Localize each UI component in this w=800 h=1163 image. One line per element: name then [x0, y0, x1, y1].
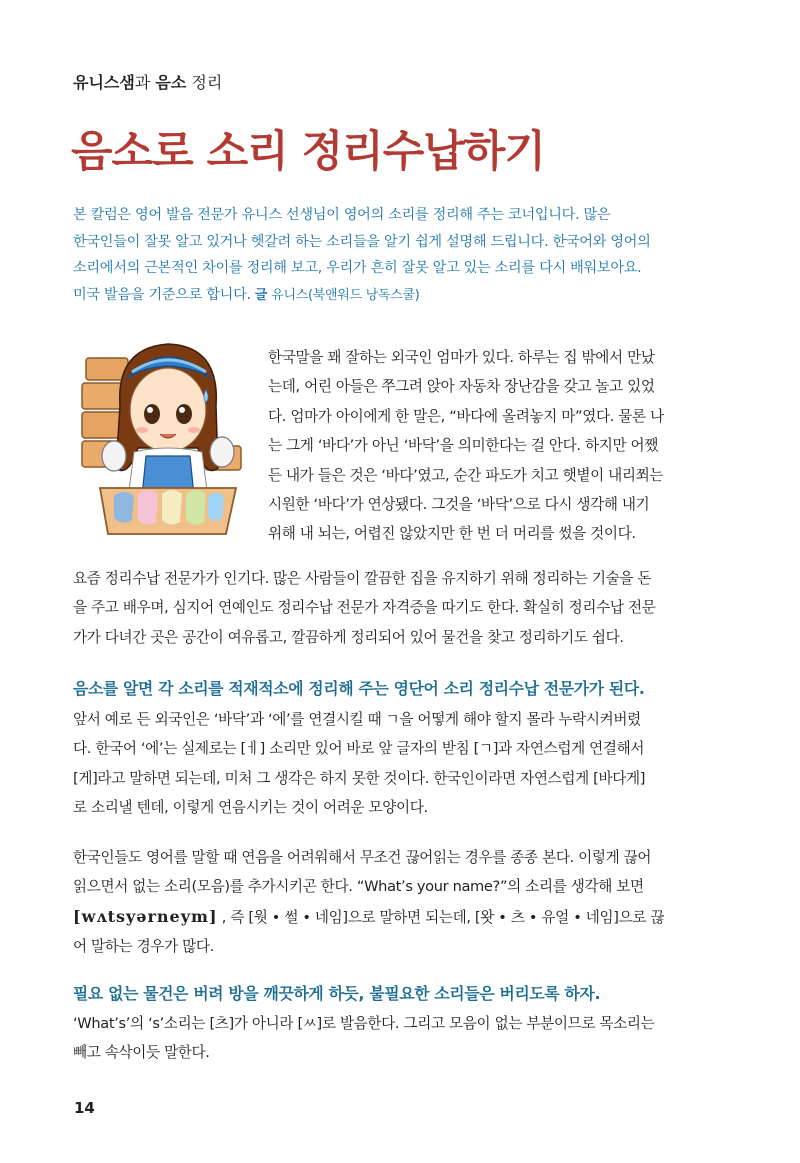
teacher-illustration	[80, 328, 250, 538]
series-name-a: 유니스샘	[73, 73, 135, 92]
body-line: 빼고 속삭이듯 말한다.	[73, 1044, 210, 1062]
story-line: 는데, 어린 아들은 쭈그려 앉아 자동차 장난감을 갖고 놀고 있었	[268, 378, 655, 396]
body-line: 가가 다녀간 곳은 공간이 여유롭고, 깔끔하게 정리되어 있어 물건을 찾고 정리하기도 쉽다.	[73, 628, 624, 646]
body-line: 요즘 정리수납 전문가가 인기다. 많은 사람들이 깔끔한 집을 유지하기 위해 정리하는 기술을 돈	[73, 570, 652, 587]
story-line: 는 그게 ‘바다’가 아닌 ‘바닥’을 의미한다는 걸 안다. 하지만 어쨌	[268, 437, 658, 455]
section-subhead-2: 필요 없는 물건은 버려 방을 깨끗하게 하듯, 불필요한 소리들은 버리도록 하자.	[73, 984, 601, 1003]
series-suffix: 정리	[186, 73, 223, 92]
body-line: 로 소리낼 텐데, 이렇게 연음시키는 것이 어려운 모양이다.	[73, 799, 428, 817]
series-join: 과	[134, 73, 156, 92]
ipa-transcription: [wʌtsyərneym]	[73, 906, 218, 926]
intro-block	[73, 202, 733, 309]
body-paragraph-1	[73, 564, 733, 652]
intro-line	[73, 282, 733, 310]
body-line: [게]라고 말하면 되는데, 미처 그 생각은 하지 못한 것이다. 한국인이라면 자연스럽게 [바다게]	[73, 769, 646, 787]
intro-line: 소리에서의 근본적인 차이를 정리해 보고, 우리가 흔히 잘못 알고 있는 소리를 다시 배워보아요.	[73, 260, 642, 276]
story-line: 시원한 ‘바다’가 연상됐다. 그것을 ‘바닥’으로 다시 생각해 내기	[268, 496, 650, 514]
section-subhead-1: 음소를 알면 각 소리를 적재적소에 정리해 주는 영단어 소리 정리수납 전문가가 된다.	[73, 679, 645, 698]
page-title: 음소로 소리 정리수납하기	[71, 127, 545, 177]
body-line: 을 주고 배우며, 심지어 연예인도 정리수납 전문가 자격증을 따기도 한다. 확실히 정리수납 전문	[73, 599, 656, 617]
intro-last-text: 미국 발음을 기준으로 합니다.	[73, 286, 251, 303]
intro-line: 본 칼럼은 영어 발음 전문가 유니스 선생님이 영어의 소리를 정리해 주는 코너입니다. 많은	[73, 207, 611, 223]
story-paragraph	[268, 343, 728, 549]
body-paragraph-4	[73, 1009, 733, 1068]
body-line: 읽으면서 없는 소리(모음)를 추가시키곤 한다. “What’s your name?”의 소리를 생각해 보면	[73, 878, 644, 896]
body-line: 앞서 예로 든 외국인은 ‘바닥’과 ‘에’를 연결시킬 때 ㄱ을 어떻게 해야 할지 몰라 누락시켜버렸	[73, 711, 641, 728]
byline-name: 유니스(북앤워드 낭독스쿨)	[271, 287, 420, 303]
story-line: 한국말을 꽤 잘하는 외국인 엄마가 있다. 하루는 집 밖에서 만났	[268, 349, 655, 366]
series-label	[73, 70, 222, 93]
intro-line: 한국인들이 잘못 알고 있거나 헷갈려 하는 소리들을 알기 쉽게 설명해 드립니다. 한국어와 영어의	[73, 233, 651, 250]
series-name-b: 음소	[155, 73, 187, 92]
story-line: 위해 내 뇌는, 어렵진 않았지만 한 번 더 머리를 썼을 것이다.	[268, 525, 636, 543]
body-line: ‘What’s’의 ‘s’소리는 [츠]가 아니라 [ㅆ]로 발음한다. 그리고 모음이 없는 부분이므로 목소리는	[73, 1015, 655, 1032]
body-line: 어 말하는 경우가 많다.	[73, 938, 214, 956]
body-line: 다. 한국어 ‘에’는 실제로는 [ㅔ] 소리만 있어 바로 앞 글자의 받침 [ㄱ]과 자연스럽게 연결해서	[73, 740, 645, 758]
story-line: 든 내가 들은 것은 ‘바다’였고, 순간 파도가 치고 햇볕이 내리쬐는	[268, 466, 664, 484]
story-line: 다. 엄마가 아이에게 한 말은, “바다에 올려놓지 마”였다. 물론 나	[268, 407, 664, 425]
byline-label: 글	[254, 287, 267, 303]
body-paragraph-3	[73, 843, 733, 962]
page-number: 14	[74, 1099, 95, 1117]
body-paragraph-2	[73, 705, 733, 823]
body-line: 한국인들도 영어를 말할 때 연음을 어려워해서 무조건 끊어읽는 경우를 종종 본다. 이렇게 끊어	[73, 849, 652, 866]
body-line	[73, 902, 733, 932]
body-text: , 즉 [웟 • 썰 • 네임]으로 말하면 되는데, [왓 • 츠 • 유얼 • 네임]으로 끊	[217, 908, 665, 926]
